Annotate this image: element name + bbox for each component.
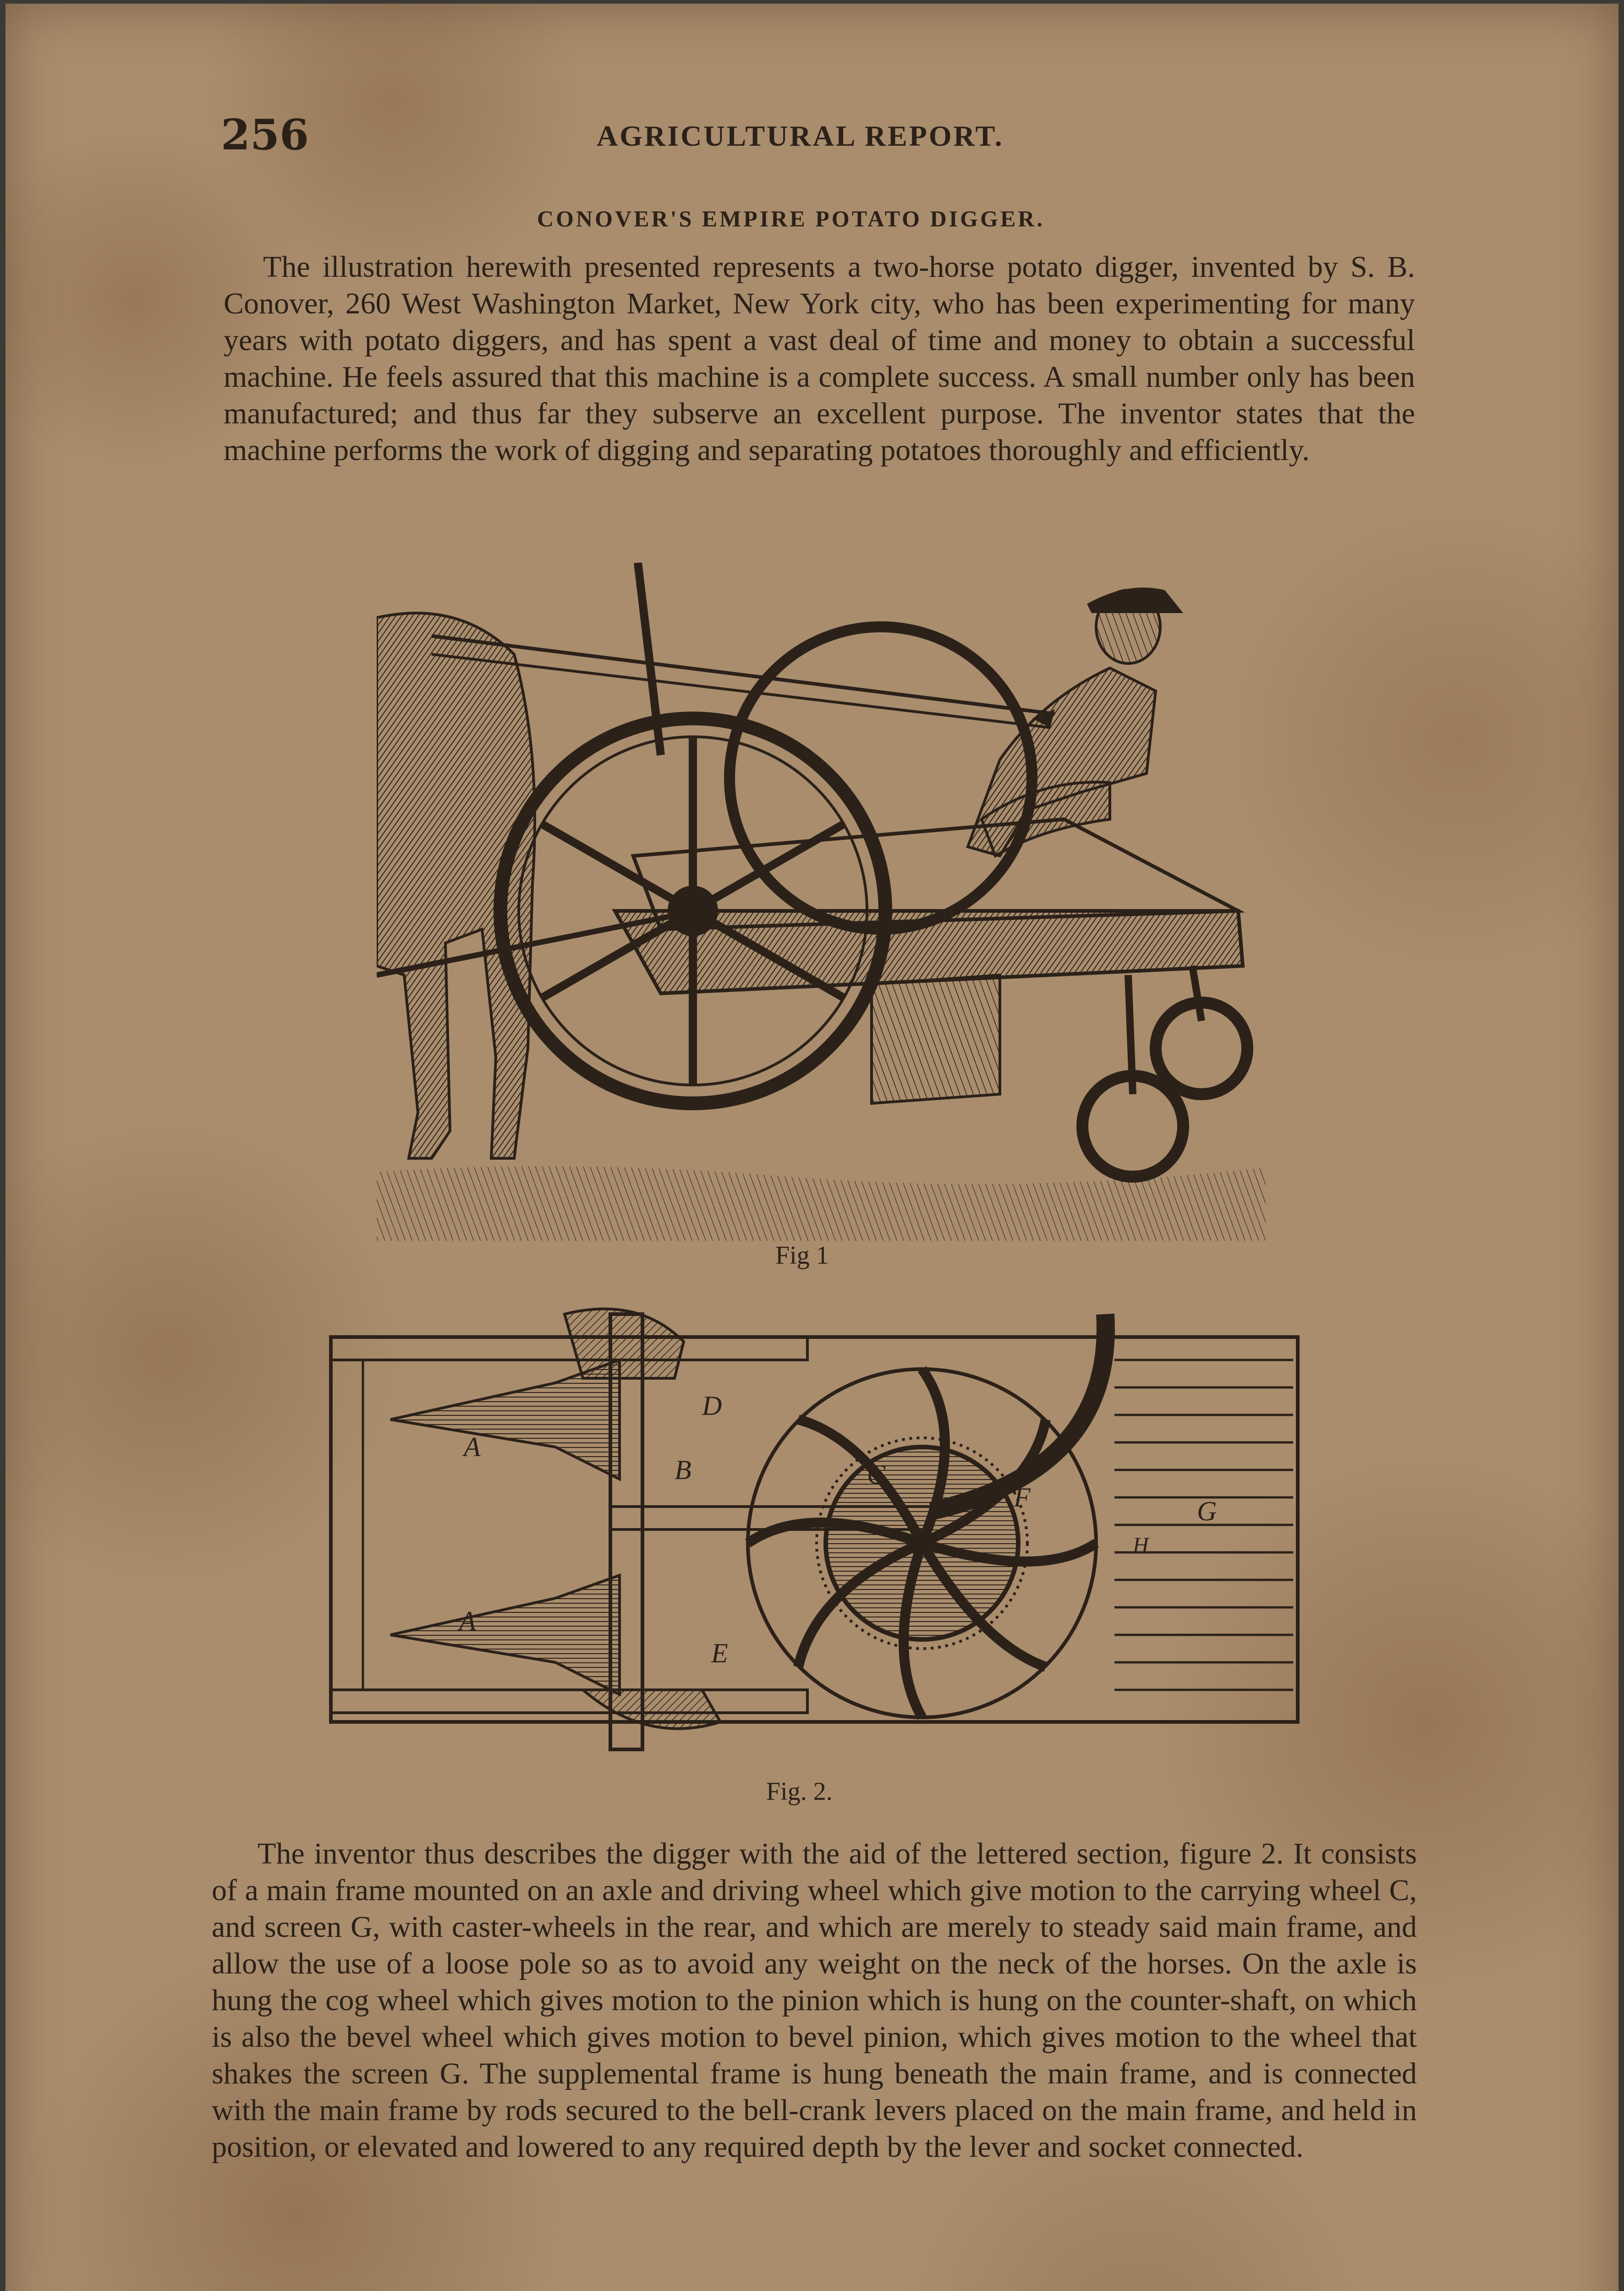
- label-d: D: [702, 1391, 722, 1421]
- label-a-upper: A: [464, 1432, 481, 1462]
- label-a-lower: A: [459, 1606, 476, 1636]
- label-b: B: [675, 1455, 691, 1485]
- fig1-engraving: [377, 563, 1266, 1241]
- article-title: CONOVER'S EMPIRE POTATO DIGGER.: [537, 206, 1045, 231]
- label-h: H: [1133, 1533, 1149, 1557]
- book-page: [5, 4, 1619, 2291]
- fig1-caption: Fig 1: [775, 1241, 829, 1270]
- label-e: E: [711, 1638, 728, 1668]
- intro-paragraph: The illustration herewith presented represents a two-horse potato digger, invented by S. B. Conover, 260 West Washington Market, New York city, who has been experimenting for many years with potato diggers, and has spent a vast deal of time and money to obtain a successful machine. He feels assured that this machine is a complete success. A small number only has been manufactured; and thus far they subserve an excellent purpose. The inventor states that the machine performs the work of digging and separating potatoes thoroughly and efficiently.: [224, 250, 1415, 467]
- fig2-plan: [326, 1296, 1311, 1768]
- fig2-caption: Fig. 2.: [766, 1777, 833, 1806]
- label-c: C: [867, 1459, 886, 1490]
- description-paragraph: The inventor thus describes the digger with the aid of the lettered section, figure 2. It consists of a main frame mounted on an axle and driving wheel which give motion to the carrying wheel C, and screen G, with caster-wheels in the rear, and which are merely to steady said main frame, and allow the use of a loose pole so as to avoid any weight on the neck of the horses. On the axle is hung the cog wheel which gives motion to the pinion which is hung on the counter-shaft, on which is also the bevel wheel which gives motion to bevel pinion, which gives motion to the wheel that shakes the screen G. The supplemental frame is hung beneath the main frame, and is connected with the main frame by rods secured to the bell-crank levers placed on the main frame, and held in position, or elevated and lowered to any required depth by the lever and socket connected.: [212, 1837, 1417, 2164]
- page-number: 256: [221, 110, 309, 159]
- label-f: F: [1014, 1482, 1031, 1513]
- label-g: G: [1197, 1496, 1217, 1526]
- running-head: AGRICULTURAL REPORT.: [597, 120, 1004, 152]
